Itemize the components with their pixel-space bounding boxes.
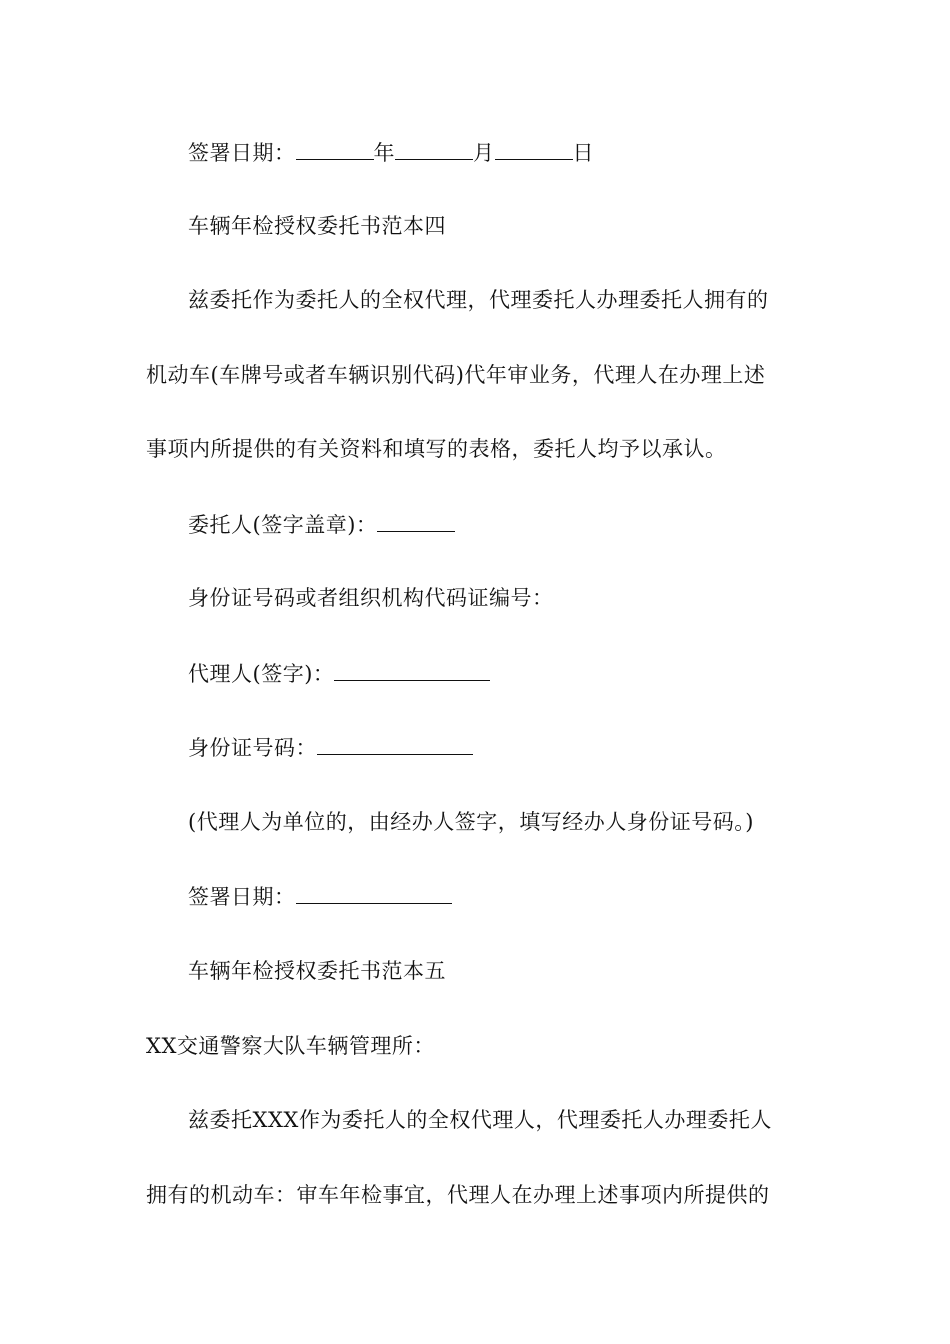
day-label: 日 (572, 141, 594, 165)
paragraph-5-line-2: 拥有的机动车：审车年检事宜，代理人在办理上述事项内所提供的 (146, 1183, 770, 1207)
sign-date-label-2: 签署日期： (188, 885, 296, 909)
month-blank (395, 137, 473, 160)
principal-sign-label: 委托人(签字盖章)： (188, 513, 378, 537)
sign-date-line-1 (188, 137, 828, 168)
principal-sign-blank (377, 509, 455, 532)
agent-sign-line (188, 658, 828, 689)
year-blank (296, 137, 374, 160)
sign-date-blank-2 (296, 881, 452, 904)
section-title-5: 车辆年检授权委托书范本五 (188, 959, 446, 983)
id-number-label: 身份证号码： (188, 736, 317, 760)
day-blank (495, 137, 573, 160)
agent-sign-blank (334, 658, 490, 681)
year-label: 年 (373, 141, 395, 165)
paragraph-4-line-1: 兹委托作为委托人的全权代理，代理委托人办理委托人拥有的 (188, 288, 769, 312)
sign-date-label: 签署日期： (188, 141, 296, 165)
id-number-blank (317, 732, 473, 755)
addressee: XX交通警察大队车辆管理所： (146, 1034, 435, 1058)
agent-sign-label: 代理人(签字)： (188, 662, 335, 686)
principal-sign-line (188, 509, 828, 540)
paragraph-4-line-3: 事项内所提供的有关资料和填写的表格，委托人均予以承认。 (146, 437, 727, 461)
sign-date-line-2 (188, 881, 828, 912)
agent-note: (代理人为单位的，由经办人签字，填写经办人身份证号码。) (188, 810, 754, 834)
id-number-line (188, 732, 828, 763)
section-title-4: 车辆年检授权委托书范本四 (188, 214, 446, 238)
id-or-org-code-line: 身份证号码或者组织机构代码证编号： (188, 586, 554, 610)
paragraph-5-line-1: 兹委托XXX作为委托人的全权代理人，代理委托人办理委托人 (188, 1108, 772, 1132)
paragraph-4-line-2: 机动车(车牌号或者车辆识别代码)代年审业务，代理人在办理上述 (146, 363, 766, 387)
month-label: 月 (473, 141, 495, 165)
